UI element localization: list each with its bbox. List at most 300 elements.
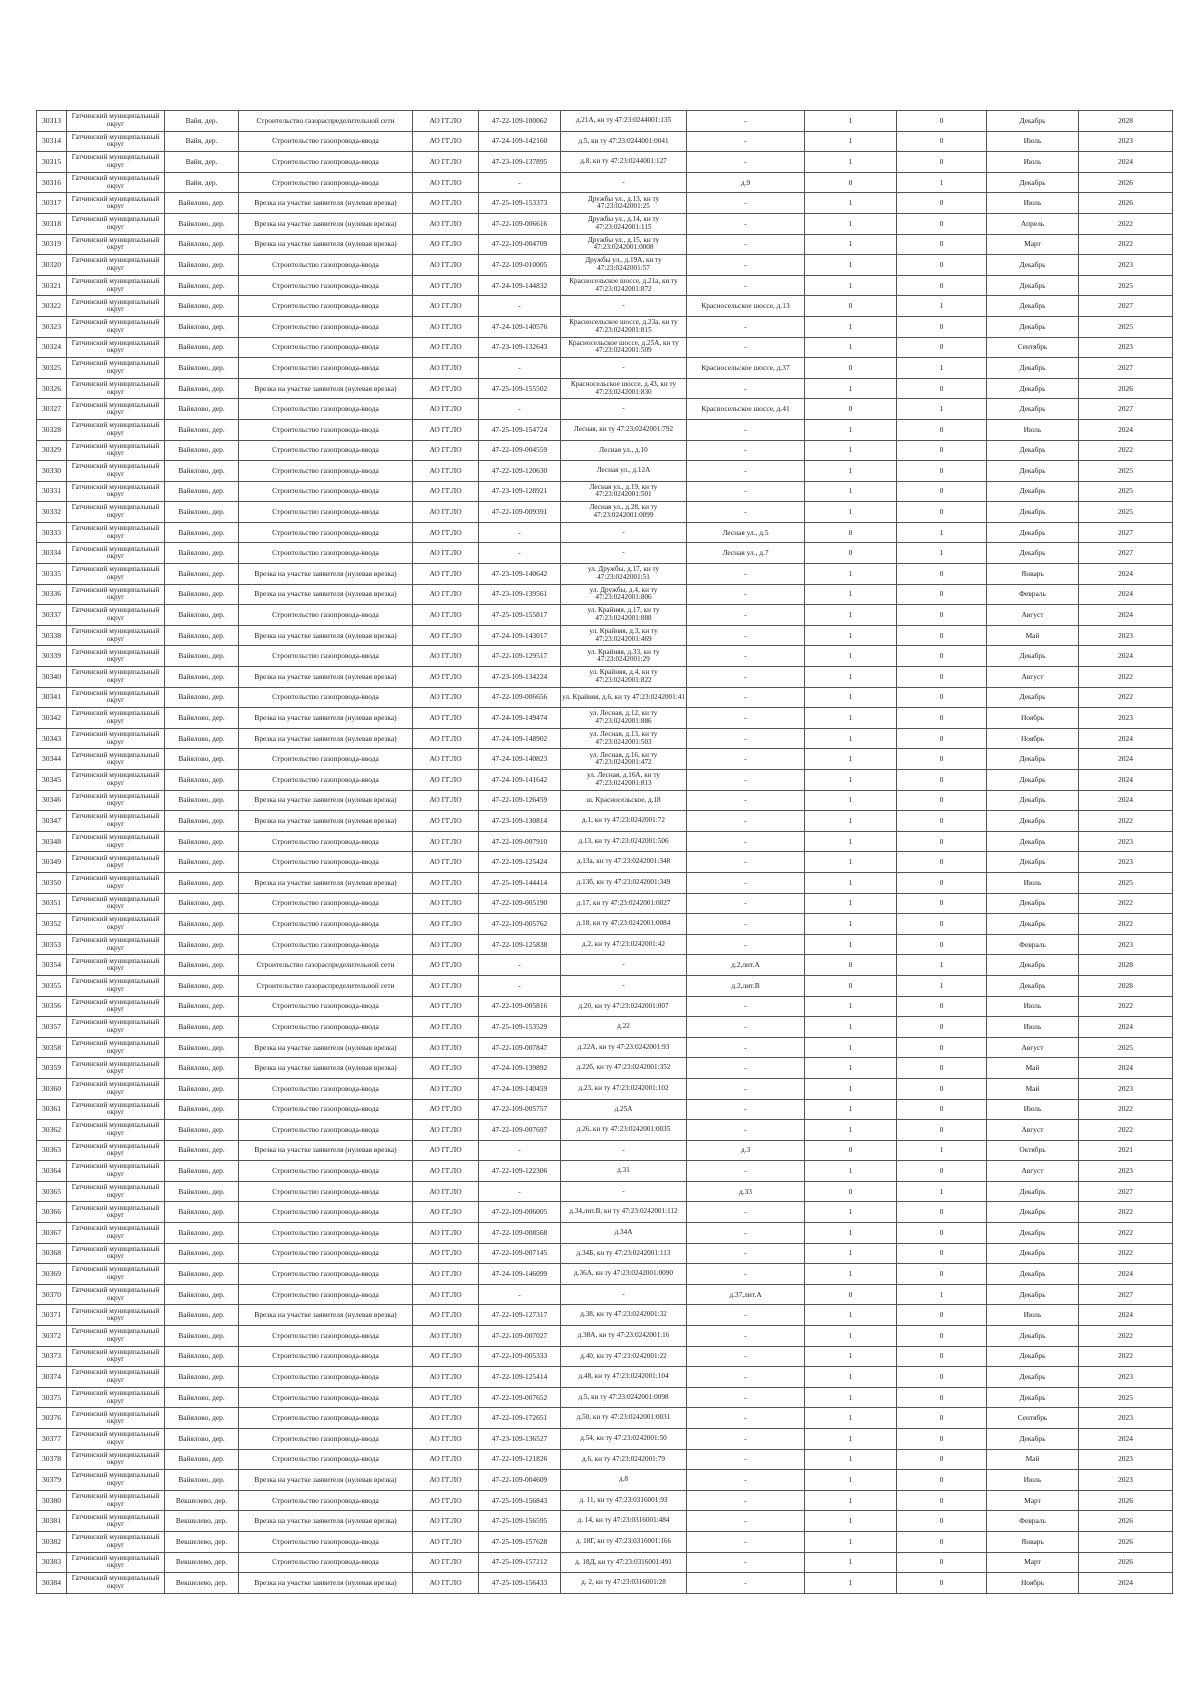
flag-a-cell: 1 [805,1490,897,1511]
flag-a-cell: 1 [805,1429,897,1450]
month-cell: Декабрь [987,1243,1079,1264]
address-cell: ул. Дружбы, д.4, кн ту 47:23:0242001:806 [561,584,687,605]
row-id-cell: 30339 [37,646,67,667]
row-id-cell: 30357 [37,1017,67,1038]
flag-a-cell: 1 [805,914,897,935]
year-cell: 2022 [1079,811,1173,832]
settlement-cell: Вайялово, дер. [165,440,239,461]
table-row [37,790,1173,811]
year-cell: 2023 [1079,1408,1173,1429]
year-cell: 2022 [1079,914,1173,935]
work-type-cell: Строительство газопровода-ввода [239,399,413,420]
row-id-cell: 30341 [37,687,67,708]
month-cell: Август [987,1161,1079,1182]
table-row [37,461,1173,482]
flag-a-cell: 1 [805,461,897,482]
flag-a-cell: 0 [805,1181,897,1202]
work-type-cell: Строительство газопровода-ввода [239,1202,413,1223]
row-id-cell: 30362 [37,1120,67,1141]
planned-address-cell: - [687,1346,805,1367]
address-cell: Красносельское шоссе, д.25А, кн ту 47:23:0242001:509 [561,337,687,358]
flag-a-cell: 1 [805,872,897,893]
table-row [37,399,1173,420]
flag-a-cell: 1 [805,1264,897,1285]
month-cell: Август [987,605,1079,626]
address-cell: - [561,543,687,564]
month-cell: Декабрь [987,296,1079,317]
row-id-cell: 30322 [37,296,67,317]
flag-a-cell: 1 [805,255,897,276]
flag-a-cell: 1 [805,1161,897,1182]
code-cell: 47-22-109-121826 [479,1449,561,1470]
flag-a-cell: 1 [805,152,897,173]
organization-cell: АО ГГ.ЛО [413,708,479,729]
settlement-cell: Вайялово, дер. [165,502,239,523]
address-cell: - [561,399,687,420]
flag-b-cell: 1 [897,399,987,420]
organization-cell: АО ГГ.ЛО [413,419,479,440]
address-cell: д.31 [561,1161,687,1182]
settlement-cell: Вайялово, дер. [165,749,239,770]
organization-cell: АО ГГ.ЛО [413,172,479,193]
settlement-cell: Вайялово, дер. [165,358,239,379]
address-cell: д.22б, кн ту 47:23:0242001:352 [561,1058,687,1079]
work-type-cell: Строительство газораспределительной сети [239,111,413,132]
organization-cell: АО ГГ.ЛО [413,502,479,523]
year-cell: 2022 [1079,1202,1173,1223]
organization-cell: АО ГГ.ЛО [413,667,479,688]
year-cell: 2025 [1079,1037,1173,1058]
planned-address-cell: - [687,1429,805,1450]
year-cell: 2024 [1079,1573,1173,1594]
code-cell: 47-23-109-130814 [479,811,561,832]
code-cell: 47-25-109-156433 [479,1573,561,1594]
year-cell: 2022 [1079,440,1173,461]
month-cell: Март [987,234,1079,255]
flag-b-cell: 0 [897,481,987,502]
municipality-cell: Гатчинский муниципальный округ [67,1202,165,1223]
work-type-cell: Строительство газопровода-ввода [239,296,413,317]
flag-b-cell: 0 [897,872,987,893]
flag-b-cell: 0 [897,316,987,337]
row-id-cell: 30314 [37,131,67,152]
flag-a-cell: 0 [805,975,897,996]
table-row [37,234,1173,255]
flag-b-cell: 0 [897,1531,987,1552]
planned-address-cell: - [687,481,805,502]
table-row [37,749,1173,770]
code-cell: 47-22-109-125424 [479,852,561,873]
row-id-cell: 30370 [37,1284,67,1305]
settlement-cell: Вайялово, дер. [165,1305,239,1326]
month-cell: Декабрь [987,1202,1079,1223]
work-type-cell: Строительство газопровода-ввода [239,1490,413,1511]
year-cell: 2022 [1079,1099,1173,1120]
row-id-cell: 30366 [37,1202,67,1223]
work-type-cell: Строительство газопровода-ввода [239,996,413,1017]
flag-a-cell: 1 [805,337,897,358]
table-row [37,1058,1173,1079]
year-cell: 2026 [1079,1490,1173,1511]
planned-address-cell: д.2,лит.А [687,955,805,976]
year-cell: 2025 [1079,316,1173,337]
flag-b-cell: 0 [897,749,987,770]
code-cell: - [479,296,561,317]
row-id-cell: 30358 [37,1037,67,1058]
organization-cell: АО ГГ.ЛО [413,1058,479,1079]
month-cell: Декабрь [987,955,1079,976]
settlement-cell: Вайялово, дер. [165,893,239,914]
work-type-cell: Строительство газопровода-ввода [239,337,413,358]
year-cell: 2025 [1079,872,1173,893]
code-cell: 47-24-109-148902 [479,728,561,749]
address-cell: д.13, кн ту 47:23:0242001:506 [561,831,687,852]
flag-b-cell: 0 [897,1120,987,1141]
year-cell: 2027 [1079,1284,1173,1305]
settlement-cell: Вайялово, дер. [165,1346,239,1367]
flag-b-cell: 0 [897,1552,987,1573]
settlement-cell: Вайялово, дер. [165,955,239,976]
row-id-cell: 30363 [37,1140,67,1161]
table-row [37,152,1173,173]
flag-a-cell: 1 [805,667,897,688]
settlement-cell: Вайялово, дер. [165,1037,239,1058]
settlement-cell: Вайялово, дер. [165,708,239,729]
settlement-cell: Вайялово, дер. [165,584,239,605]
organization-cell: АО ГГ.ЛО [413,131,479,152]
address-cell: д.48, кн ту 47:23:0242001:104 [561,1367,687,1388]
flag-a-cell: 1 [805,852,897,873]
code-cell: - [479,1181,561,1202]
year-cell: 2026 [1079,1552,1173,1573]
settlement-cell: Вайялово, дер. [165,564,239,585]
municipality-cell: Гатчинский муниципальный округ [67,131,165,152]
flag-a-cell: 1 [805,193,897,214]
flag-b-cell: 0 [897,1017,987,1038]
row-id-cell: 30323 [37,316,67,337]
month-cell: Декабрь [987,172,1079,193]
flag-b-cell: 0 [897,564,987,585]
code-cell: 47-22-109-007027 [479,1326,561,1347]
settlement-cell: Вайя, дер. [165,131,239,152]
work-type-cell: Врезка на участке заявителя (нулевая врезка) [239,790,413,811]
year-cell: 2022 [1079,1120,1173,1141]
work-type-cell: Строительство газопровода-ввода [239,1284,413,1305]
month-cell: Май [987,1058,1079,1079]
settlement-cell: Вайялово, дер. [165,399,239,420]
month-cell: Ноябрь [987,708,1079,729]
planned-address-cell: д.37,лит.А [687,1284,805,1305]
settlement-cell: Вайялово, дер. [165,1181,239,1202]
address-cell: ш. Красносельское, д.18 [561,790,687,811]
flag-b-cell: 0 [897,1326,987,1347]
flag-b-cell: 0 [897,419,987,440]
year-cell: 2022 [1079,234,1173,255]
table-row [37,358,1173,379]
municipality-cell: Гатчинский муниципальный округ [67,1429,165,1450]
flag-a-cell: 1 [805,625,897,646]
planned-address-cell: - [687,1511,805,1532]
settlement-cell: Вайялово, дер. [165,1223,239,1244]
row-id-cell: 30316 [37,172,67,193]
flag-b-cell: 0 [897,1429,987,1450]
flag-b-cell: 0 [897,893,987,914]
row-id-cell: 30375 [37,1387,67,1408]
organization-cell: АО ГГ.ЛО [413,1511,479,1532]
municipality-cell: Гатчинский муниципальный округ [67,193,165,214]
table-row [37,1078,1173,1099]
row-id-cell: 30345 [37,770,67,791]
month-cell: Ноябрь [987,1573,1079,1594]
settlement-cell: Вайялово, дер. [165,975,239,996]
year-cell: 2027 [1079,1181,1173,1202]
municipality-cell: Гатчинский муниципальный округ [67,461,165,482]
settlement-cell: Вайя, дер. [165,111,239,132]
planned-address-cell: - [687,234,805,255]
flag-a-cell: 0 [805,522,897,543]
municipality-cell: Гатчинский муниципальный округ [67,1037,165,1058]
organization-cell: АО ГГ.ЛО [413,893,479,914]
flag-b-cell: 0 [897,337,987,358]
settlement-cell: Векшелево, дер. [165,1490,239,1511]
year-cell: 2022 [1079,1326,1173,1347]
flag-a-cell: 1 [805,831,897,852]
municipality-cell: Гатчинский муниципальный округ [67,1099,165,1120]
organization-cell: АО ГГ.ЛО [413,1346,479,1367]
month-cell: Декабрь [987,1346,1079,1367]
month-cell: Ноябрь [987,728,1079,749]
work-type-cell: Строительство газопровода-ввода [239,522,413,543]
month-cell: Февраль [987,584,1079,605]
year-cell: 2023 [1079,131,1173,152]
planned-address-cell: Красносельское шоссе, д.37 [687,358,805,379]
work-type-cell: Строительство газопровода-ввода [239,275,413,296]
year-cell: 2024 [1079,605,1173,626]
row-id-cell: 30361 [37,1099,67,1120]
municipality-cell: Гатчинский муниципальный округ [67,770,165,791]
table-row [37,419,1173,440]
year-cell: 2022 [1079,667,1173,688]
organization-cell: АО ГГ.ЛО [413,111,479,132]
address-cell: - [561,1284,687,1305]
address-cell: д.5, кн ту 47:23:0244001:0041 [561,131,687,152]
work-type-cell: Строительство газопровода-ввода [239,749,413,770]
row-id-cell: 30325 [37,358,67,379]
year-cell: 2024 [1079,770,1173,791]
month-cell: Декабрь [987,502,1079,523]
municipality-cell: Гатчинский муниципальный округ [67,708,165,729]
flag-b-cell: 0 [897,708,987,729]
address-cell: д.1, кн ту 47:23:0242001:72 [561,811,687,832]
settlement-cell: Вайялово, дер. [165,481,239,502]
address-cell: д. 2, кн ту 47:23:0316001:28 [561,1573,687,1594]
table-row [37,1429,1173,1450]
table-row [37,502,1173,523]
work-type-cell: Строительство газопровода-ввода [239,934,413,955]
code-cell: 47-22-109-125838 [479,934,561,955]
code-cell: 47-22-109-005762 [479,914,561,935]
settlement-cell: Вайялово, дер. [165,1120,239,1141]
flag-b-cell: 0 [897,1223,987,1244]
municipality-cell: Гатчинский муниципальный округ [67,1531,165,1552]
organization-cell: АО ГГ.ЛО [413,852,479,873]
work-type-cell: Врезка на участке заявителя (нулевая врезка) [239,1058,413,1079]
year-cell: 2024 [1079,1058,1173,1079]
municipality-cell: Гатчинский муниципальный округ [67,1058,165,1079]
municipality-cell: Гатчинский муниципальный округ [67,687,165,708]
row-id-cell: 30381 [37,1511,67,1532]
municipality-cell: Гатчинский муниципальный округ [67,996,165,1017]
code-cell: 47-22-109-100062 [479,111,561,132]
municipality-cell: Гатчинский муниципальный округ [67,831,165,852]
address-cell: д.13б, кн ту 47:23:0242001:349 [561,872,687,893]
row-id-cell: 30360 [37,1078,67,1099]
settlement-cell: Вайялово, дер. [165,1243,239,1264]
municipality-cell: Гатчинский муниципальный округ [67,502,165,523]
code-cell: - [479,955,561,976]
code-cell: 47-25-109-153529 [479,1017,561,1038]
year-cell: 2025 [1079,502,1173,523]
planned-address-cell: - [687,1531,805,1552]
organization-cell: АО ГГ.ЛО [413,1470,479,1491]
table-row [37,975,1173,996]
table-row [37,831,1173,852]
flag-b-cell: 0 [897,625,987,646]
table-row [37,131,1173,152]
organization-cell: АО ГГ.ЛО [413,1305,479,1326]
municipality-cell: Гатчинский муниципальный округ [67,811,165,832]
work-type-cell: Строительство газопровода-ввода [239,461,413,482]
row-id-cell: 30331 [37,481,67,502]
flag-a-cell: 1 [805,378,897,399]
settlement-cell: Вайялово, дер. [165,1202,239,1223]
address-cell: - [561,1140,687,1161]
address-cell: д.6, кн ту 47:23:0242001:79 [561,1449,687,1470]
flag-a-cell: 1 [805,893,897,914]
year-cell: 2028 [1079,111,1173,132]
table-row [37,667,1173,688]
municipality-cell: Гатчинский муниципальный округ [67,419,165,440]
municipality-cell: Гатчинский муниципальный округ [67,852,165,873]
flag-b-cell: 0 [897,914,987,935]
flag-b-cell: 0 [897,152,987,173]
code-cell: 47-22-109-007847 [479,1037,561,1058]
year-cell: 2028 [1079,975,1173,996]
address-cell: д.25А [561,1099,687,1120]
flag-b-cell: 0 [897,193,987,214]
address-cell: д.5, кн ту 47:23:0242001:0098 [561,1387,687,1408]
table-row [37,646,1173,667]
work-type-cell: Строительство газопровода-ввода [239,419,413,440]
month-cell: Август [987,667,1079,688]
planned-address-cell: - [687,461,805,482]
month-cell: Январь [987,564,1079,585]
flag-a-cell: 0 [805,172,897,193]
year-cell: 2024 [1079,1017,1173,1038]
work-type-cell: Строительство газораспределительной сети [239,975,413,996]
planned-address-cell: - [687,1243,805,1264]
code-cell: 47-22-109-004709 [479,234,561,255]
row-id-cell: 30376 [37,1408,67,1429]
organization-cell: АО ГГ.ЛО [413,440,479,461]
row-id-cell: 30355 [37,975,67,996]
municipality-cell: Гатчинский муниципальный округ [67,316,165,337]
organization-cell: АО ГГ.ЛО [413,1099,479,1120]
flag-b-cell: 0 [897,234,987,255]
flag-b-cell: 0 [897,1037,987,1058]
organization-cell: АО ГГ.ЛО [413,625,479,646]
table-row [37,728,1173,749]
month-cell: Октябрь [987,1140,1079,1161]
planned-address-cell: - [687,687,805,708]
row-id-cell: 30374 [37,1367,67,1388]
work-type-cell: Строительство газопровода-ввода [239,914,413,935]
work-type-cell: Врезка на участке заявителя (нулевая врезка) [239,1140,413,1161]
planned-address-cell: - [687,1058,805,1079]
code-cell: 47-23-109-128921 [479,481,561,502]
month-cell: Апрель [987,213,1079,234]
flag-b-cell: 0 [897,605,987,626]
address-cell: - [561,955,687,976]
planned-address-cell: - [687,934,805,955]
address-cell: Дружбы ул., д.15, кн ту 47:23:0242001:0008 [561,234,687,255]
planned-address-cell: - [687,1223,805,1244]
table-row [37,996,1173,1017]
planned-address-cell: - [687,811,805,832]
flag-a-cell: 1 [805,275,897,296]
code-cell: 47-22-109-010005 [479,255,561,276]
municipality-cell: Гатчинский муниципальный округ [67,358,165,379]
code-cell: 47-25-109-153373 [479,193,561,214]
month-cell: Декабрь [987,790,1079,811]
table-row [37,1408,1173,1429]
code-cell: 47-22-109-127317 [479,1305,561,1326]
row-id-cell: 30340 [37,667,67,688]
work-type-cell: Строительство газопровода-ввода [239,770,413,791]
row-id-cell: 30320 [37,255,67,276]
flag-a-cell: 1 [805,1449,897,1470]
flag-a-cell: 1 [805,1531,897,1552]
row-id-cell: 30328 [37,419,67,440]
municipality-cell: Гатчинский муниципальный округ [67,790,165,811]
row-id-cell: 30344 [37,749,67,770]
settlement-cell: Вайялово, дер. [165,1408,239,1429]
month-cell: Декабрь [987,749,1079,770]
flag-a-cell: 1 [805,605,897,626]
municipality-cell: Гатчинский муниципальный округ [67,255,165,276]
flag-a-cell: 0 [805,955,897,976]
year-cell: 2024 [1079,646,1173,667]
planned-address-cell: - [687,1367,805,1388]
row-id-cell: 30335 [37,564,67,585]
address-cell: д.38, кн ту 47:23:0242001:32 [561,1305,687,1326]
settlement-cell: Вайялово, дер. [165,255,239,276]
municipality-cell: Гатчинский муниципальный округ [67,893,165,914]
settlement-cell: Вайялово, дер. [165,646,239,667]
table-row [37,955,1173,976]
organization-cell: АО ГГ.ЛО [413,213,479,234]
planned-address-cell: - [687,1017,805,1038]
flag-a-cell: 1 [805,708,897,729]
row-id-cell: 30371 [37,1305,67,1326]
month-cell: Июль [987,193,1079,214]
planned-address-cell: - [687,708,805,729]
code-cell: 47-25-109-156595 [479,1511,561,1532]
flag-b-cell: 1 [897,358,987,379]
address-cell: ул. Крайняя, д.4, кн ту 47:23:0242001:822 [561,667,687,688]
code-cell: 47-24-109-140823 [479,749,561,770]
municipality-cell: Гатчинский муниципальный округ [67,1326,165,1347]
